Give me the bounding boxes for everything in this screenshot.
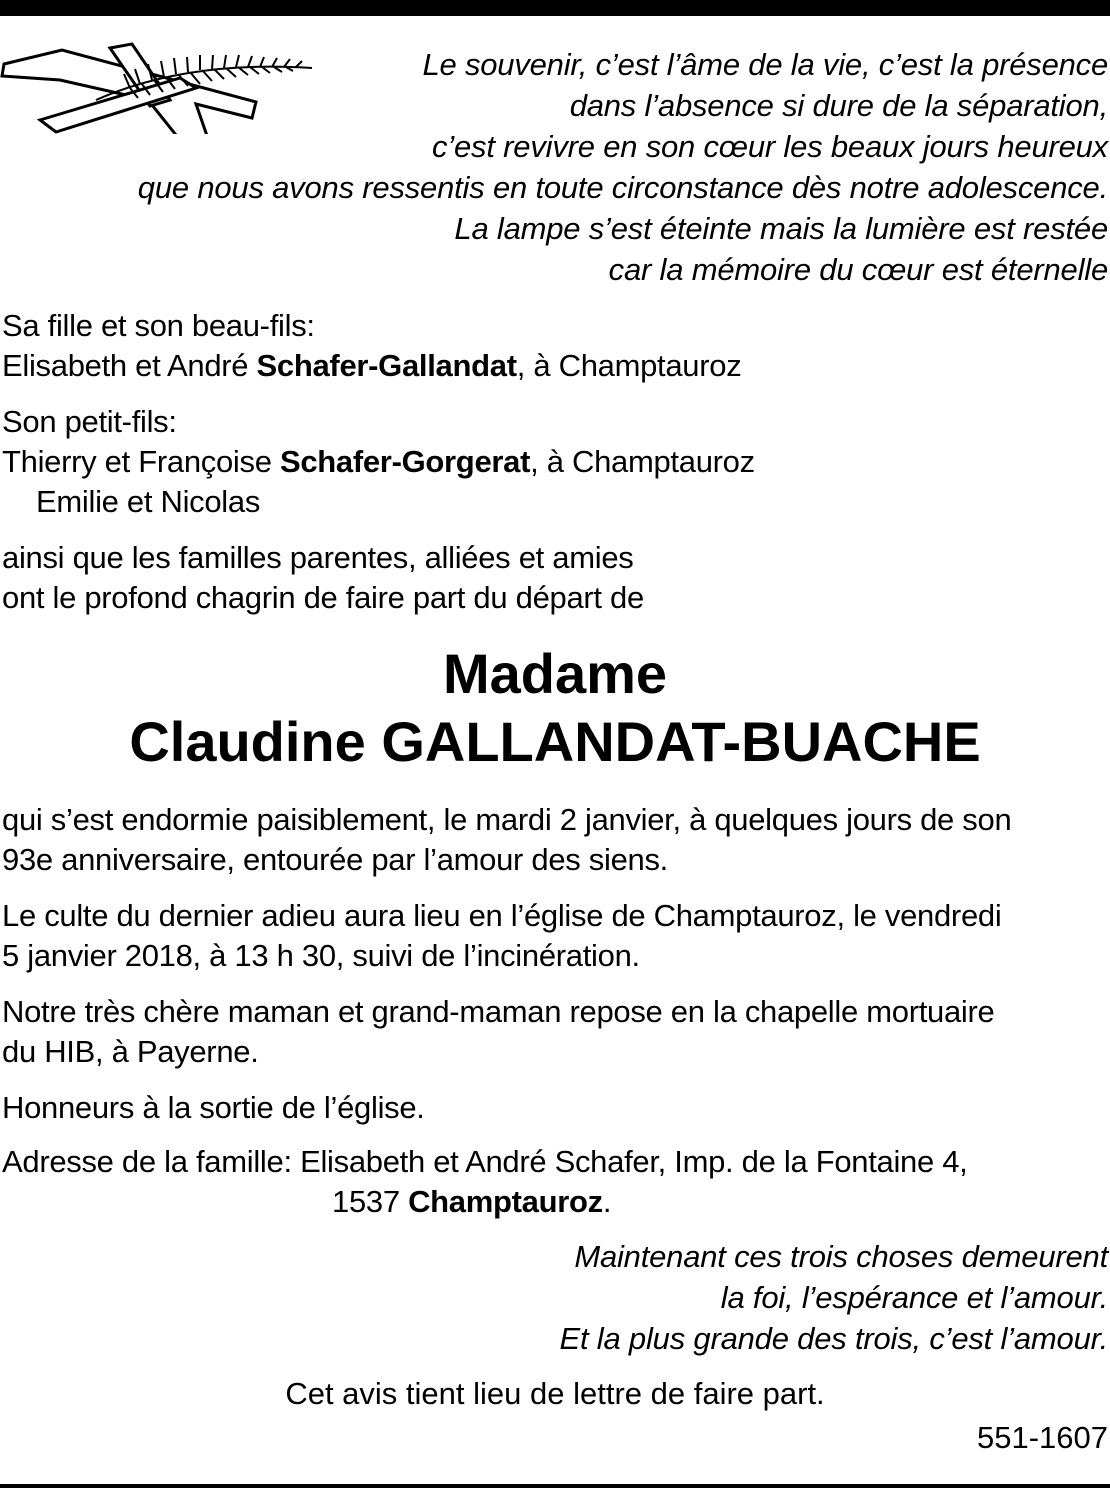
service-line: 5 janvier 2018, à 13 h 30, suivi de l’incinération. — [2, 938, 640, 973]
grandson-names — [2, 442, 1110, 482]
service-paragraph — [2, 896, 1110, 976]
daughter-family-name: Schafer-Gallandat — [256, 348, 517, 383]
deceased-title: Madame — [442, 642, 668, 705]
address-paragraph — [2, 1142, 1110, 1222]
address-zip: 1537 — [332, 1184, 409, 1219]
bottom-border-rule — [0, 1484, 1110, 1488]
poem-line: la foi, l’espérance et l’amour. — [720, 1280, 1108, 1315]
passing-line: qui s’est endormie paisiblement, le mardi 2 janvier, à quelques jours de son — [2, 802, 1012, 837]
poem-line: La lampe s’est éteinte mais la lumière est restée — [454, 211, 1108, 246]
families-line: ont le profond chagrin de faire part du départ de — [2, 580, 644, 615]
families-line: ainsi que les familles parentes, alliées et amies — [2, 540, 634, 575]
grandson-family-name: Schafer-Gorgerat — [279, 444, 531, 479]
address-city: Champtauroz — [408, 1184, 603, 1219]
address-city-line — [2, 1182, 1110, 1222]
resting-line: Notre très chère maman et grand-maman repose en la chapelle mortuaire — [2, 994, 995, 1029]
poem-line: Et la plus grande des trois, c’est l’amour. — [559, 1321, 1108, 1356]
families-section — [2, 538, 1110, 618]
grandson-location: , à Champtauroz — [530, 444, 755, 479]
closing-poem — [28, 1236, 1108, 1359]
great-grandchildren-names: Emilie et Nicolas — [36, 484, 261, 519]
poem-line: car la mémoire du cœur est éternelle — [608, 252, 1108, 287]
resting-paragraph — [2, 992, 1110, 1072]
service-line: Le culte du dernier adieu aura lieu en l’église de Champtauroz, le vendredi — [2, 898, 1002, 933]
poem-line: c’est revivre en son cœur les beaux jours heureux — [432, 129, 1108, 164]
passing-line: 93e anniversaire, entourée par l’amour des siens. — [2, 842, 668, 877]
poem-line: dans l’absence si dure de la séparation, — [569, 88, 1108, 123]
poem-line: Maintenant ces trois choses demeurent — [574, 1239, 1108, 1274]
honours-line: Honneurs à la sortie de l’église. — [2, 1090, 425, 1125]
grandson-heading: Son petit-fils: — [2, 404, 177, 439]
poem-line: Le souvenir, c’est l’âme de la vie, c’est la présence — [422, 47, 1108, 82]
reference-code: 551-1607 — [976, 1420, 1108, 1455]
daughter-location: , à Champtauroz — [516, 348, 742, 383]
resting-line: du HIB, à Payerne. — [2, 1034, 259, 1069]
daughter-names — [2, 346, 1110, 386]
grandson-first-names: Thierry et Françoise — [2, 444, 280, 479]
grandson-section — [2, 402, 1110, 522]
address-line: Adresse de la famille: Elisabeth et André Schafer, Imp. de la Fontaine 4, — [2, 1144, 968, 1179]
top-border-rule — [0, 0, 1110, 16]
passing-paragraph — [2, 800, 1110, 880]
notice-line: Cet avis tient lieu de lettre de faire part. — [285, 1376, 825, 1411]
honours-paragraph — [2, 1088, 1110, 1128]
address-end: . — [602, 1184, 612, 1219]
daughter-heading: Sa fille et son beau-fils: — [2, 308, 315, 343]
opening-poem — [28, 44, 1108, 290]
deceased-name-block — [0, 640, 1110, 776]
deceased-name: Claudine GALLANDAT-BUACHE — [129, 710, 981, 773]
daughter-section — [2, 306, 1110, 386]
daughter-first-names: Elisabeth et André — [2, 348, 257, 383]
poem-line: que nous avons ressentis en toute circonstance dès notre adolescence. — [137, 170, 1108, 205]
